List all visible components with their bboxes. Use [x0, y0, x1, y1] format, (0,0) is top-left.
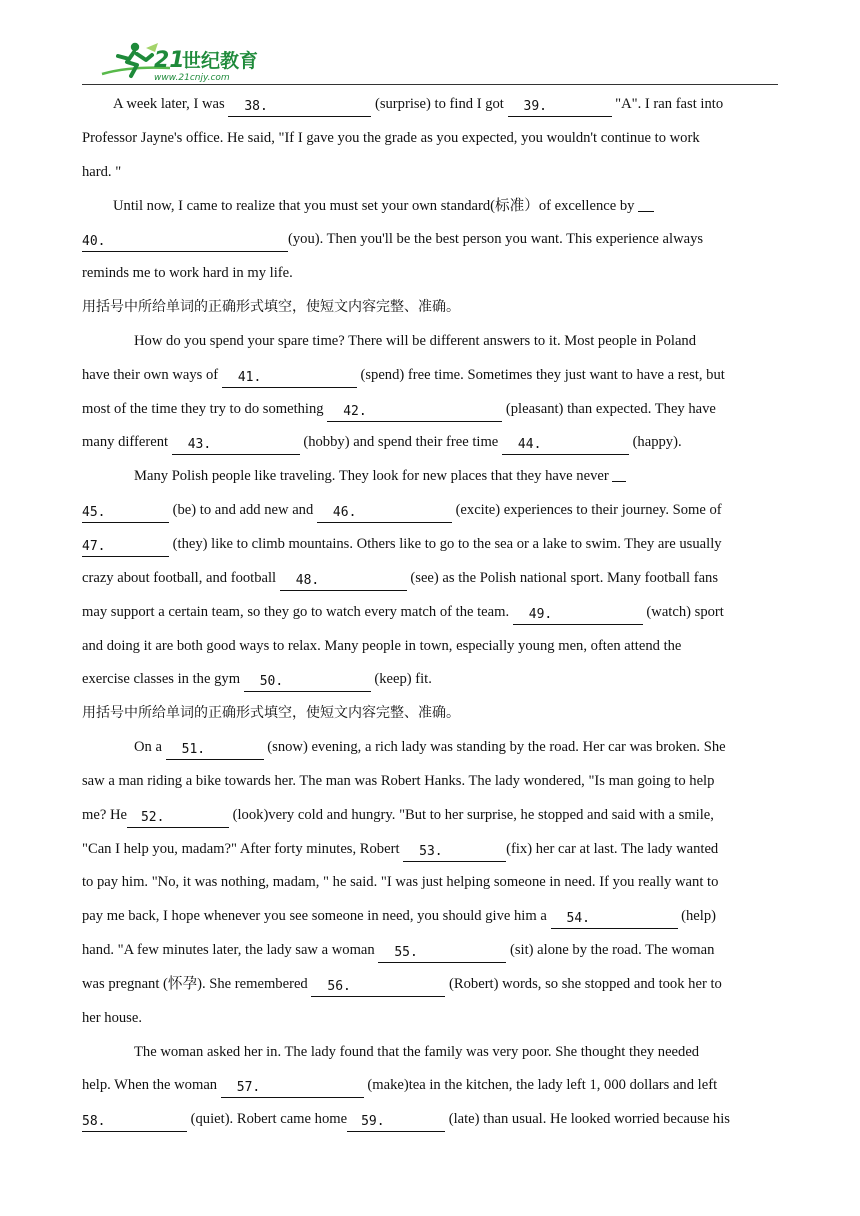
answer-blank-48[interactable]	[280, 571, 407, 591]
text-run: (be) to and add new and	[169, 502, 317, 519]
answer-blank-46[interactable]	[317, 503, 452, 523]
text-run: A week later, I was	[113, 96, 229, 112]
instruction-text: 用括号中所给单词的正确形式填空，使短文内容完整、准确。	[82, 705, 460, 722]
text-line: How do you spend your spare time? There will be different answers to it. Most people in Poland	[134, 332, 697, 349]
answer-blank-40-start[interactable]	[638, 192, 654, 212]
text-run: most of the time they try to do something	[82, 400, 328, 417]
runner-logo-icon	[100, 40, 275, 84]
text-line	[82, 833, 779, 867]
text-line: to pay him. "No, it was nothing, madam, " he said. "I was just helping someone in need. If you really want to	[82, 874, 719, 891]
text-line	[82, 494, 779, 528]
answer-blank-49[interactable]	[513, 605, 643, 625]
blank-number: 50.	[259, 674, 284, 690]
text-line	[82, 731, 779, 765]
answer-blank-55[interactable]	[378, 943, 506, 963]
text-run: hand. "A few minutes later, the lady saw a woman	[82, 942, 379, 959]
text-line: hard. "	[82, 163, 122, 180]
blank-number: 44.	[517, 437, 542, 453]
blank-number: 39.	[523, 99, 547, 114]
answer-blank-45-start[interactable]	[612, 462, 626, 482]
text-line	[82, 359, 779, 393]
blank-number: 51.	[181, 742, 206, 758]
answer-blank-45[interactable]	[82, 503, 169, 523]
blank-number: 53.	[419, 843, 443, 859]
answer-blank-38[interactable]	[228, 97, 371, 117]
blank-number: 47.	[82, 538, 106, 554]
text-run: (fix) her car at last. The lady wanted	[506, 840, 719, 857]
text-line	[82, 968, 779, 1002]
text-line	[82, 1103, 779, 1137]
text-line	[82, 426, 779, 460]
blank-number: 41.	[237, 369, 262, 385]
header-divider	[82, 84, 778, 85]
answer-blank-50[interactable]	[244, 672, 371, 692]
text-line	[82, 900, 779, 934]
text-line: reminds me to work hard in my life.	[82, 265, 293, 282]
answer-blank-40[interactable]	[82, 232, 288, 252]
blank-number: 38.	[244, 99, 268, 114]
page-header	[0, 0, 860, 86]
text-run: "A". I ran fast into	[611, 96, 724, 112]
text-run: (watch) sport	[642, 603, 724, 620]
blank-number: 54.	[566, 911, 590, 927]
blank-number: 56.	[327, 978, 351, 994]
instruction-text: 用括号中所给单词的正确形式填空，使短文内容完整、准确。	[82, 299, 460, 316]
blank-number: 46.	[332, 505, 357, 521]
answer-blank-51[interactable]	[166, 740, 264, 760]
text-run: (pleasant) than expected. They have	[502, 400, 716, 417]
text-run: "Can I help you, madam?" After forty minutes, Robert	[82, 840, 404, 857]
text-run: (snow) evening, a rich lady was standing by the road. Her car was broken. She	[263, 739, 726, 756]
answer-blank-59[interactable]	[347, 1112, 445, 1132]
text-run: crazy about football, and football	[82, 569, 280, 586]
blank-number: 48.	[295, 572, 320, 588]
blank-number: 55.	[394, 945, 418, 961]
text-line: and doing it are both good ways to relax. Many people in town, especially young men, often attend the	[82, 637, 682, 654]
text-line: Professor Jayne's office. He said, "If I gave you the grade as you expected, you wouldn't continue to work	[82, 129, 700, 146]
answer-blank-52[interactable]	[127, 808, 229, 828]
answer-blank-43[interactable]	[172, 435, 300, 455]
blank-number: 52.	[140, 809, 165, 825]
text-run: (spend) free time. Sometimes they just want to have a rest, but	[356, 366, 725, 383]
blank-number: 42.	[343, 403, 367, 419]
text-run: was pregnant (怀孕). She remembered	[82, 975, 312, 992]
text-line	[82, 596, 779, 630]
text-run: many different	[82, 434, 172, 451]
text-run: (help)	[677, 908, 716, 925]
text-run: Until now, I came to realize that you must set your own standard(标准）of excellence by	[113, 197, 639, 214]
answer-blank-39[interactable]	[508, 97, 612, 117]
answer-blank-56[interactable]	[311, 977, 445, 997]
text-run: (surprise) to find I got	[371, 96, 508, 112]
text-run: (they) like to climb mountains. Others like to go to the sea or a lake to swim. They are usually	[169, 535, 722, 552]
text-line	[82, 663, 779, 697]
text-run: (Robert) words, so she stopped and took her to	[445, 975, 722, 992]
text-line: saw a man riding a bike towards her. The man was Robert Hanks. The lady wondered, "Is man going to help	[82, 772, 715, 789]
text-run: (late) than usual. He looked worried because his	[445, 1111, 730, 1128]
text-run: pay me back, I hope whenever you see someone in need, you should give him a	[82, 908, 551, 925]
text-line	[82, 528, 779, 562]
blank-number: 49.	[528, 606, 553, 622]
document-body	[82, 88, 779, 1137]
text-line	[82, 88, 779, 122]
text-run: (you). Then you'll be the best person you want. This experience always	[288, 231, 704, 248]
answer-blank-42[interactable]	[327, 402, 502, 422]
text-line	[82, 393, 779, 427]
text-run: (make)tea in the kitchen, the lady left 1, 000 dollars and left	[363, 1077, 718, 1094]
text-line: The woman asked her in. The lady found that the family was very poor. She thought they needed	[134, 1043, 700, 1060]
answer-blank-58[interactable]	[82, 1112, 187, 1132]
svg-text:21: 21	[154, 48, 185, 73]
text-line	[82, 1069, 779, 1103]
text-run: (hobby) and spend their free time	[299, 434, 502, 451]
text-run: (see) as the Polish national sport. Many football fans	[406, 569, 719, 586]
blank-number: 58.	[82, 1114, 106, 1130]
answer-blank-41[interactable]	[222, 368, 357, 388]
text-line	[82, 562, 779, 596]
site-logo	[100, 40, 275, 84]
text-run: (look)very cold and hungry. "But to her surprise, he stopped and said with a smile,	[228, 806, 714, 823]
text-run: (sit) alone by the road. The woman	[506, 942, 715, 959]
answer-blank-44[interactable]	[502, 435, 629, 455]
text-line	[82, 223, 779, 257]
text-run: may support a certain team, so they go to watch every match of the team.	[82, 603, 513, 620]
blank-number: 59.	[361, 1114, 385, 1130]
text-line	[82, 799, 779, 833]
blank-number: 57.	[236, 1080, 261, 1096]
text-run: Many Polish people like traveling. They look for new places that they have never	[134, 468, 613, 485]
svg-text:www.21cnjy.com: www.21cnjy.com	[154, 73, 230, 83]
text-run: (quiet). Robert came home	[187, 1111, 348, 1128]
answer-blank-53[interactable]	[403, 842, 506, 862]
text-run: (excite) experiences to their journey. Some of	[451, 502, 722, 519]
text-run: help. When the woman	[82, 1077, 221, 1094]
text-run: me? He	[82, 806, 127, 823]
text-line	[82, 934, 779, 968]
svg-text:世纪教育: 世纪教育	[182, 50, 259, 72]
blank-number: 43.	[187, 437, 212, 453]
text-run: have their own ways of	[82, 366, 222, 383]
text-run: exercise classes in the gym	[82, 671, 244, 688]
text-run: On a	[134, 739, 166, 756]
text-line	[82, 460, 779, 494]
text-run: (keep) fit.	[370, 671, 432, 688]
blank-number: 45.	[82, 505, 106, 521]
answer-blank-47[interactable]	[82, 537, 169, 557]
text-line: her house.	[82, 1009, 142, 1026]
answer-blank-57[interactable]	[221, 1078, 364, 1098]
text-run: (happy).	[628, 434, 682, 451]
blank-number: 40.	[82, 234, 106, 250]
text-line	[82, 190, 779, 224]
answer-blank-54[interactable]	[551, 909, 678, 929]
